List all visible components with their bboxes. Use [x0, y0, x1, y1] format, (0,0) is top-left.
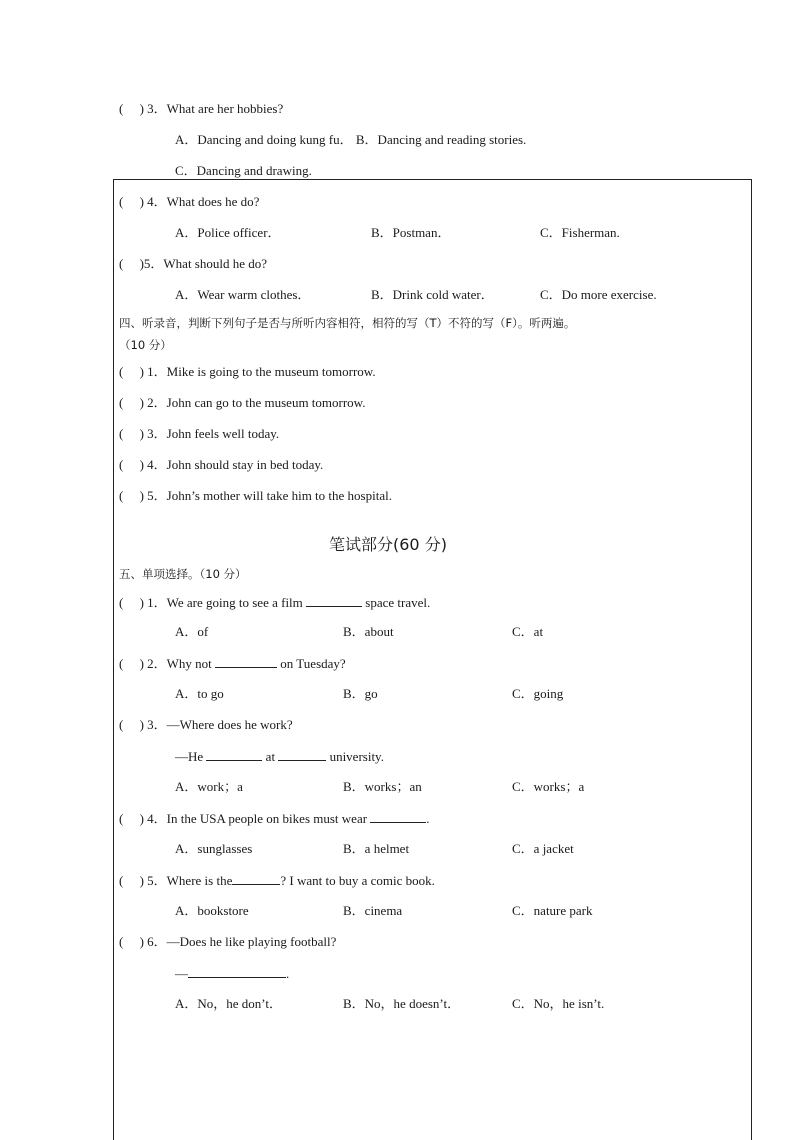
p5-q3-blank-1: [206, 748, 262, 761]
p5-q6-blank: [188, 965, 286, 978]
part4-item: ( ) 1．Mike is going to the museum tomorrow.: [119, 364, 376, 379]
part4-item: ( ) 2．John can go to the museum tomorrow.: [119, 395, 366, 410]
written-section-title: 笔试部分(60 分): [329, 535, 447, 554]
p5-q6-ans-pre: —: [175, 966, 188, 981]
p3-q4-option-b: B．Postman．: [371, 225, 451, 240]
p5-q5-post: ? I want to buy a comic book.: [280, 873, 435, 888]
p3-q4-option-a: A．Police officer．: [175, 225, 281, 240]
p5-q4-blank: [370, 810, 426, 823]
p5-q1-option-b: B．about: [343, 624, 394, 639]
p5-q3-option-a: A．work；a: [175, 779, 243, 794]
p5-q6-stem: ( ) 6．—Does he like playing football?: [119, 934, 337, 949]
p5-q3-option-c: C．works；a: [512, 779, 585, 794]
p5-q5-blank: [232, 872, 280, 885]
p5-q5-option-a: A．bookstore: [175, 903, 249, 918]
p5-q3-option-b: B．works；an: [343, 779, 422, 794]
p5-q5-pre: ( ) 5．Where is the: [119, 873, 233, 888]
p3-q5-stem: ( )5．What should he do?: [119, 256, 268, 271]
p5-q6-option-b: B．No，he doesn’t．: [343, 996, 461, 1011]
p5-q1-option-a: A．of: [175, 624, 209, 639]
p5-q2-post: on Tuesday?: [280, 656, 346, 671]
part4-item: ( ) 3．John feels well today.: [119, 426, 280, 441]
p5-q3-ans-pre: —He: [175, 749, 204, 764]
p3-q3-stem: ( ) 3．What are her hobbies?: [119, 101, 284, 116]
part4-item: ( ) 5．John’s mother will take him to the hospital.: [119, 488, 392, 503]
p3-q4-stem: ( ) 4．What does he do?: [119, 194, 260, 209]
p5-q3-answer-line: [175, 748, 384, 765]
p5-q4-stem: [119, 810, 430, 827]
part4-heading-score: （10 分）: [119, 338, 172, 352]
p5-q4-option-a: A．sunglasses: [175, 841, 253, 856]
p5-q2-option-b: B．go: [343, 686, 378, 701]
p5-q4-option-b: B．a helmet: [343, 841, 410, 856]
p5-q3-ans-mid: at: [265, 749, 276, 764]
p5-q3-stem: ( ) 3．—Where does he work?: [119, 717, 293, 732]
p5-q1-option-c: C．at: [512, 624, 544, 639]
p5-q4-pre: ( ) 4．In the USA people on bikes must wear: [119, 811, 368, 826]
p5-q6-option-a: A．No，he don’t．: [175, 996, 283, 1011]
p5-q6-ans-post: .: [286, 966, 290, 981]
p3-q5-option-a: A．Wear warm clothes．: [175, 287, 311, 302]
p5-q5-stem: [119, 872, 435, 889]
p5-q6-answer-line: [175, 965, 289, 982]
p5-q2-blank: [215, 655, 277, 668]
p5-q5-option-b: B．cinema: [343, 903, 403, 918]
p5-q2-option-c: C．going: [512, 686, 564, 701]
p3-q4-option-c: C．Fisherman.: [540, 225, 620, 240]
p5-q2-option-a: A．to go: [175, 686, 224, 701]
p5-q1-blank: [306, 594, 362, 607]
p5-q2-stem: [119, 655, 346, 672]
p5-q1-pre: ( ) 1．We are going to see a film: [119, 595, 303, 610]
p5-q3-blank-2: [278, 748, 326, 761]
part4-item: ( ) 4．John should stay in bed today.: [119, 457, 324, 472]
p5-q1-post: space travel.: [365, 595, 431, 610]
p5-q1-stem: [119, 594, 430, 611]
p3-q3-options-ab: A．Dancing and doing kung fu． B．Dancing and reading stories.: [175, 132, 527, 147]
p5-q4-post: .: [426, 811, 430, 826]
p5-q4-option-c: C．a jacket: [512, 841, 574, 856]
p3-q5-option-c: C．Do more exercise.: [540, 287, 657, 302]
p5-q5-option-c: C．nature park: [512, 903, 593, 918]
part4-heading: 四、听录音，判断下列句子是否与所听内容相符，相符的写（T）不符的写（F）。听两遍。: [119, 316, 576, 330]
p5-q6-option-c: C．No，he isn’t.: [512, 996, 605, 1011]
p5-q3-ans-post: university.: [329, 749, 384, 764]
p3-q3-option-c: C．Dancing and drawing.: [175, 163, 312, 178]
part5-heading: 五、单项选择。（10 分）: [119, 567, 247, 581]
p5-q2-pre: ( ) 2．Why not: [119, 656, 212, 671]
p3-q5-option-b: B．Drink cold water．: [371, 287, 494, 302]
